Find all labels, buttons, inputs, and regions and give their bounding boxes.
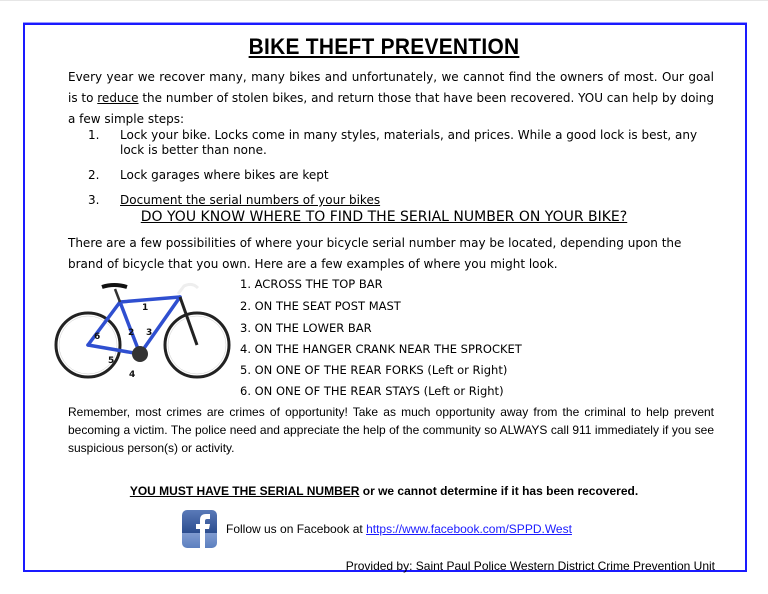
notice-emphasis: YOU MUST HAVE THE SERIAL NUMBER (129, 484, 360, 498)
remember-paragraph: Remember, most crimes are crimes of opportunity! Take as much opportunity away from the criminal to help prevent becoming a victim. The police need and appreciate the help of the community so ALWAYS call 911 immediately if you see suspicious person(s) or activity. (68, 405, 714, 455)
intro-emphasis: reduce (97, 91, 139, 105)
step-number: 3. (88, 193, 100, 207)
location-item: 6. ON ONE OF THE REAR STAYS (Left or Right) (240, 384, 504, 398)
bike-image (52, 282, 232, 387)
facebook-link[interactable]: https://www.facebook.com/SPPD.West (366, 522, 572, 536)
top-divider (0, 0, 768, 1)
facebook-text: Follow us on Facebook at (226, 522, 367, 536)
bike-label: 6 (94, 332, 101, 342)
possibilities-paragraph: There are a few possibilities of where your bicycle serial number may be located, depending upon the brand of bicycle that you own. Here are a few examples of where you might look. (68, 236, 682, 271)
location-item: 1. ACROSS THE TOP BAR (240, 277, 383, 291)
intro-paragraph (68, 67, 714, 130)
bike-label: 5 (108, 356, 115, 366)
page-title: BIKE THEFT PREVENTION (248, 34, 520, 59)
intro-text-rest: the number of stolen bikes, and return those that have been recovered. YOU can help by doing a few simple steps: (68, 91, 714, 126)
location-item: 3. ON THE LOWER BAR (240, 321, 372, 335)
intro-text: Every year we recover many, many bikes and unfortunately, we cannot find the owners of most. Our goal is to (68, 70, 714, 105)
bike-label: 1 (142, 303, 149, 313)
bike-label: 2 (128, 328, 135, 338)
step-number: 2. (88, 168, 100, 182)
notice-rest: or we cannot determine if it has been recovered. (359, 484, 639, 498)
location-item: 5. ON ONE OF THE REAR FORKS (Left or Right) (240, 363, 508, 377)
location-item: 2. ON THE SEAT POST MAST (240, 299, 401, 313)
step-text: Lock your bike. Locks come in many styles, materials, and prices. While a good lock is best, any lock is better than none. (120, 128, 698, 157)
subheading: DO YOU KNOW WHERE TO FIND THE SERIAL NUMBER ON YOUR BIKE? (140, 209, 628, 225)
provided-by: Provided by: Saint Paul Police Western District Crime Prevention Unit (345, 559, 715, 573)
facebook-icon[interactable] (182, 510, 217, 548)
bike-label: 3 (146, 328, 153, 338)
bike-label: 4 (129, 370, 136, 380)
facebook-line (226, 522, 572, 536)
wheels (56, 313, 229, 377)
step-number: 1. (88, 128, 100, 142)
step-text: Document the serial numbers of your bikes (120, 193, 381, 207)
location-item: 4. ON THE HANGER CRANK NEAR THE SPROCKET (240, 342, 522, 356)
step-text: Lock garages where bikes are kept (120, 168, 329, 182)
serial-number-notice (0, 484, 768, 498)
